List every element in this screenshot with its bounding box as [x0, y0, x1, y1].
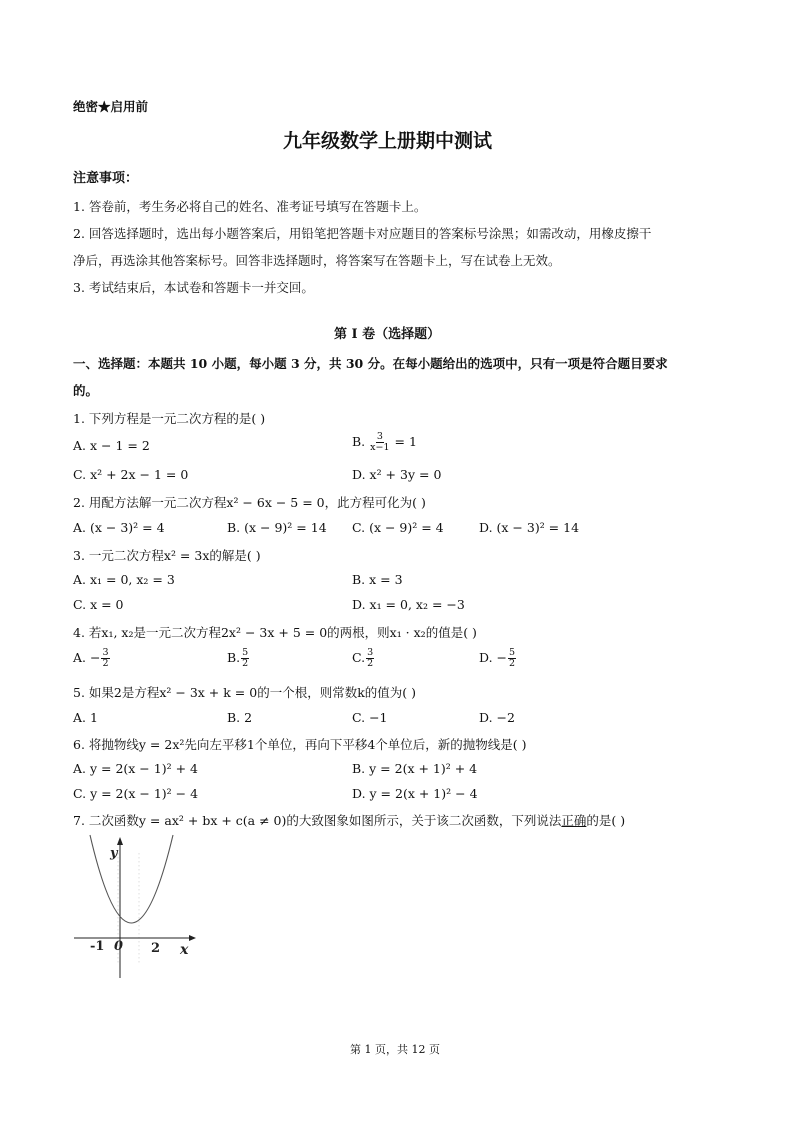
fraction [366, 648, 374, 669]
notice-item: 3. 考试结束后，本试卷和答题卡一并交回。 [73, 280, 314, 295]
fraction-denominator: x−1 [370, 441, 390, 453]
y-axis-label: y [110, 846, 118, 861]
question-5-option-d: D. −2 [479, 710, 515, 725]
question-4-option-c [352, 648, 375, 669]
question-2-option-d: D. (x − 3)² = 14 [479, 520, 580, 535]
question-6-option-d: D. y = 2(x + 1)² − 4 [352, 786, 478, 801]
question-4-stem: 4. 若x₁, x₂是一元二次方程2x² − 3x + 5 = 0的两根，则x₁ · x₂的值是( ) [73, 625, 477, 640]
origin-label: 0 [114, 939, 124, 954]
emphasis-underline: 正确 [561, 813, 587, 828]
question-1-stem: 1. 下列方程是一元二次方程的是( ) [73, 411, 266, 426]
fraction-numerator: 3 [367, 647, 374, 658]
option-tail: = 1 [390, 433, 417, 449]
question-2-stem: 2. 用配方法解一元二次方程x² − 6x − 5 = 0，此方程可化为( ) [73, 495, 426, 510]
fraction [508, 648, 516, 669]
fraction-denominator: 2 [367, 657, 374, 669]
notice-item: 2. 回答选择题时，选出每小题答案后，用铅笔把答题卡对应题目的答案标号涂黑；如需改动，用橡皮擦干 [73, 226, 652, 241]
fraction-denominator: 2 [509, 657, 516, 669]
notice-item: 净后，再选涂其他答案标号。回答非选择题时，将答案写在答题卡上，写在试卷上无效。 [73, 253, 561, 268]
secret-label: 绝密★启用前 [73, 99, 149, 114]
fraction-numerator: 3 [102, 647, 109, 658]
fraction [370, 432, 389, 453]
question-1-option-b [352, 432, 417, 453]
question-2-option-b: B. (x − 9)² = 14 [227, 520, 327, 535]
question-5-option-a: A. 1 [73, 710, 98, 725]
question-3-option-a: A. x₁ = 0, x₂ = 3 [73, 572, 175, 587]
option-label: A. − [73, 649, 101, 665]
question-3-option-c: C. x = 0 [73, 597, 124, 612]
question-7-stem [73, 811, 625, 829]
section-title: 第 I 卷（选择题） [334, 327, 441, 342]
section-instruction: 一、选择题：本题共 10 小题，每小题 3 分，共 30 分。在每小题给出的选项中，只有一项是符合题目要求 [73, 356, 668, 371]
question-1-option-a: A. x − 1 = 2 [73, 438, 150, 453]
notice-heading: 注意事项： [73, 171, 139, 186]
option-label: D. − [479, 649, 507, 665]
question-7-stem-text: 7. 二次函数y = ax² + bx + c(a ≠ 0)的大致图象如图所示，关于该二次函数，下列说法 [73, 813, 562, 828]
fraction-numerator: 3 [376, 431, 383, 442]
option-label: C. [352, 649, 366, 665]
question-4-option-b [227, 648, 250, 669]
question-2-option-a: A. (x − 3)² = 4 [73, 520, 165, 535]
question-3-option-b: B. x = 3 [352, 572, 403, 587]
question-6-stem: 6. 将抛物线y = 2x²先向左平移1个单位，再向下平移4个单位后，新的抛物线是( ) [73, 737, 527, 752]
question-7-stem-tail: 的是( ) [586, 813, 626, 828]
question-4-option-a [73, 648, 111, 669]
question-5-option-b: B. 2 [227, 710, 253, 725]
question-2-option-c: C. (x − 9)² = 4 [352, 520, 444, 535]
page-title: 九年级数学上册期中测试 [283, 130, 493, 152]
question-5-stem: 5. 如果2是方程x² − 3x + k = 0的一个根，则常数k的值为( ) [73, 685, 417, 700]
question-5-option-c: C. −1 [352, 710, 388, 725]
parabola-curve [90, 835, 173, 923]
question-1-option-c: C. x² + 2x − 1 = 0 [73, 467, 189, 482]
fraction [241, 648, 249, 669]
root-left-label: -1 [90, 939, 105, 954]
fraction-numerator: 5 [242, 647, 249, 658]
fraction-numerator: 5 [509, 647, 516, 658]
page-footer: 第 1 页，共 12 页 [350, 1043, 440, 1056]
question-3-stem: 3. 一元二次方程x² = 3x的解是( ) [73, 548, 261, 563]
fraction [101, 648, 109, 669]
question-6-option-b: B. y = 2(x + 1)² + 4 [352, 761, 478, 776]
question-6-option-c: C. y = 2(x − 1)² − 4 [73, 786, 199, 801]
section-instruction-cont: 的。 [73, 383, 99, 398]
y-axis-arrow [117, 837, 123, 845]
x-axis-arrow [189, 935, 196, 941]
root-right-label: 2 [151, 941, 161, 956]
question-3-option-d: D. x₁ = 0, x₂ = −3 [352, 597, 465, 612]
question-1-option-d: D. x² + 3y = 0 [352, 467, 442, 482]
x-axis-label: x [180, 942, 189, 958]
notice-item: 1. 答卷前，考生务必将自己的姓名、准考证号填写在答题卡上。 [73, 199, 427, 214]
option-label: B. [227, 649, 241, 665]
option-label: B. [352, 433, 366, 449]
fraction-denominator: 2 [242, 657, 249, 669]
question-4-option-d [479, 648, 517, 669]
parabola-graph [72, 833, 207, 983]
question-6-option-a: A. y = 2(x − 1)² + 4 [73, 761, 198, 776]
fraction-denominator: 2 [102, 657, 109, 669]
